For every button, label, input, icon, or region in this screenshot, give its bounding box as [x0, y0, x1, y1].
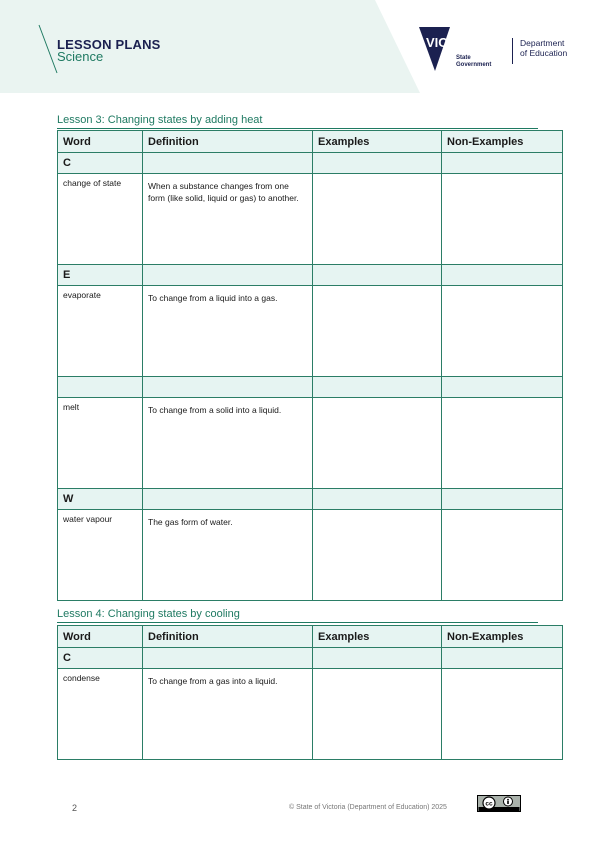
table-header-row [58, 626, 563, 648]
definition-cell: The gas form of water. [143, 510, 313, 601]
definition-cell: When a substance changes from one form (like solid, liquid or gas) to another. [143, 174, 313, 265]
non-examples-cell[interactable] [442, 286, 563, 377]
word-cell: evaporate [58, 286, 143, 377]
examples-cell[interactable] [313, 510, 442, 601]
department-label [520, 38, 567, 58]
lesson4-title: Lesson 4: Changing states by cooling [57, 608, 538, 623]
non-examples-cell[interactable] [442, 398, 563, 489]
logo-sub1: State [456, 55, 471, 61]
examples-cell[interactable] [313, 669, 442, 760]
table-row [58, 510, 563, 601]
col-header-non-examples: Non-Examples [442, 626, 563, 648]
logo-sub2: Government [456, 62, 492, 68]
col-header-definition: Definition [143, 131, 313, 153]
col-header-examples: Examples [313, 131, 442, 153]
table-row [58, 398, 563, 489]
letter-cell: W [58, 489, 143, 510]
lesson-plans-subtitle: Science [57, 49, 104, 64]
page-number: 2 [72, 803, 78, 813]
letter-row [58, 648, 563, 669]
word-cell: water vapour [58, 510, 143, 601]
table-row [58, 669, 563, 760]
dept-line2: of Education [520, 48, 568, 58]
word-cell: change of state [58, 174, 143, 265]
col-header-word: Word [58, 626, 143, 648]
cc-by-license-icon [477, 795, 521, 812]
non-examples-cell[interactable] [442, 174, 563, 265]
col-header-definition: Definition [143, 626, 313, 648]
lesson-plans-title: LESSON PLANS [57, 37, 161, 52]
lesson3-table [57, 130, 563, 601]
lesson4-table [57, 625, 563, 760]
letter-row [58, 265, 563, 286]
definition-cell: To change from a solid into a liquid. [143, 398, 313, 489]
examples-cell[interactable] [313, 174, 442, 265]
word-cell: melt [58, 398, 143, 489]
examples-cell[interactable] [313, 286, 442, 377]
letter-row [58, 153, 563, 174]
lesson3-title: Lesson 3: Changing states by adding heat [57, 114, 538, 129]
table-header-row [58, 131, 563, 153]
table-row [58, 174, 563, 265]
letter-cell: C [58, 648, 143, 669]
letter-cell: E [58, 265, 143, 286]
letter-row [58, 377, 563, 398]
definition-cell: To change from a liquid into a gas. [143, 286, 313, 377]
definition-cell: To change from a gas into a liquid. [143, 669, 313, 760]
letter-cell: C [58, 153, 143, 174]
dept-line1: Department [520, 38, 565, 48]
victoria-logo [418, 26, 513, 72]
col-header-examples: Examples [313, 626, 442, 648]
non-examples-cell[interactable] [442, 669, 563, 760]
letter-row [58, 489, 563, 510]
table-row [58, 286, 563, 377]
copyright-text: © State of Victoria (Department of Education) 2025 [289, 804, 447, 811]
non-examples-cell[interactable] [442, 510, 563, 601]
col-header-non-examples: Non-Examples [442, 131, 563, 153]
col-header-word: Word [58, 131, 143, 153]
logo-divider [512, 38, 513, 64]
letter-cell [58, 377, 143, 398]
examples-cell[interactable] [313, 398, 442, 489]
word-cell: condense [58, 669, 143, 760]
svg-text:cc: cc [485, 800, 493, 808]
logo-text: VICTORIA [426, 35, 488, 50]
